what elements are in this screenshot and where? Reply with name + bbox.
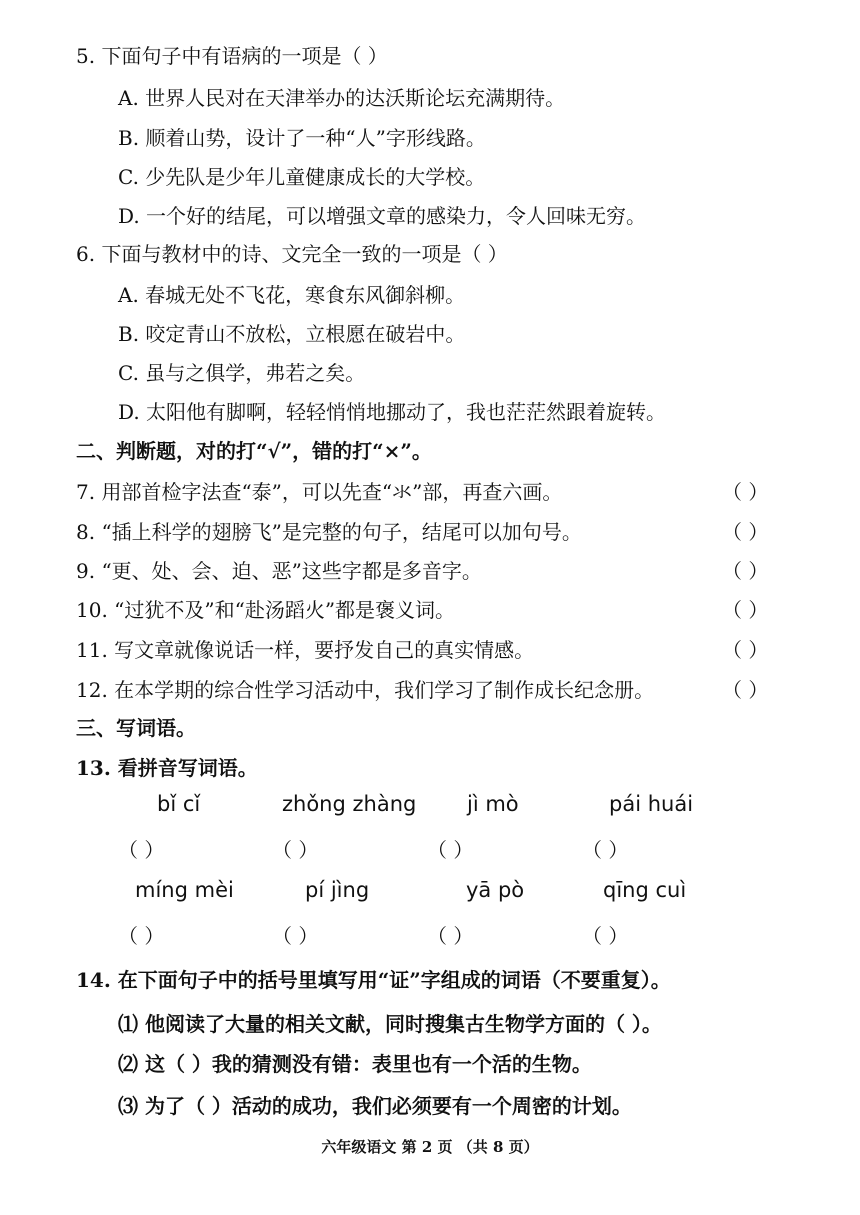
pinyin-6: pí jìng bbox=[305, 878, 370, 902]
pinyin-5: míng mèi bbox=[135, 878, 234, 902]
question-5-option-d: D. 一个好的结尾，可以增强文章的感染力，令人回味无穷。 bbox=[118, 204, 647, 228]
pinyin-1: bǐ cǐ bbox=[157, 792, 201, 816]
pinyin-2: zhǒng zhàng bbox=[282, 792, 417, 816]
question-13-stem: 13. 看拼音写词语。 bbox=[76, 756, 258, 780]
question-6-option-a: A. 春城无处不飞花，寒食东风御斜柳。 bbox=[118, 283, 466, 307]
judge-item-9: 9. “更、处、会、迫、恶”这些字都是多音字。 bbox=[76, 559, 482, 583]
question-14-stem: 14. 在下面句子中的括号里填写用“证”字组成的词语（不要重复）。 bbox=[76, 968, 671, 992]
question-5-stem: 5. 下面句子中有语病的一项是（ ） bbox=[76, 44, 388, 68]
pinyin-answer-blank-6[interactable]: （ ） bbox=[272, 924, 319, 948]
judge-blank-8[interactable]: （ ） bbox=[722, 520, 769, 544]
section-3-heading: 三、写词语。 bbox=[76, 716, 196, 740]
question-6-option-c: C. 虽与之俱学，弗若之矣。 bbox=[118, 361, 366, 385]
pinyin-answer-blank-8[interactable]: （ ） bbox=[582, 924, 629, 948]
pinyin-7: yā pò bbox=[466, 878, 525, 902]
question-5-option-c: C. 少先队是少年儿童健康成长的大学校。 bbox=[118, 165, 486, 189]
judge-blank-11[interactable]: （ ） bbox=[722, 638, 769, 662]
judge-blank-10[interactable]: （ ） bbox=[722, 598, 769, 622]
question-6-stem: 6. 下面与教材中的诗、文完全一致的一项是（ ） bbox=[76, 242, 508, 266]
question-14-item-2: ⑵ 这（ ）我的猜测没有错：表里也有一个活的生物。 bbox=[118, 1052, 592, 1076]
question-5-option-b: B. 顺着山势，设计了一种“人”字形线路。 bbox=[118, 126, 486, 150]
question-14-item-1: ⑴ 他阅读了大量的相关文献，同时搜集古生物学方面的（ ）。 bbox=[118, 1012, 662, 1036]
judge-item-8: 8. “插上科学的翅膀飞”是完整的句子，结尾可以加句号。 bbox=[76, 520, 582, 544]
pinyin-answer-blank-7[interactable]: （ ） bbox=[427, 924, 474, 948]
judge-blank-12[interactable]: （ ） bbox=[722, 678, 769, 702]
judge-item-7: 7. 用部首检字法查“泰”，可以先查“氺”部，再查六画。 bbox=[76, 480, 563, 504]
question-5-option-a: A. 世界人民对在天津举办的达沃斯论坛充满期待。 bbox=[118, 86, 566, 110]
judge-item-12: 12. 在本学期的综合性学习活动中，我们学习了制作成长纪念册。 bbox=[76, 678, 655, 702]
section-2-heading: 二、判断题，对的打“√”，错的打“×”。 bbox=[76, 439, 432, 463]
page-footer: 六年级语文 第 2 页 （共 8 页） bbox=[321, 1138, 539, 1156]
judge-item-11: 11. 写文章就像说话一样，要抒发自己的真实情感。 bbox=[76, 638, 535, 662]
pinyin-answer-blank-1[interactable]: （ ） bbox=[118, 838, 165, 862]
pinyin-answer-blank-4[interactable]: （ ） bbox=[582, 838, 629, 862]
judge-blank-9[interactable]: （ ） bbox=[722, 559, 769, 583]
question-14-item-3: ⑶ 为了（ ）活动的成功，我们必须要有一个周密的计划。 bbox=[118, 1094, 632, 1118]
pinyin-8: qīng cuì bbox=[603, 878, 687, 902]
pinyin-answer-blank-2[interactable]: （ ） bbox=[272, 838, 319, 862]
judge-blank-7[interactable]: （ ） bbox=[722, 480, 769, 504]
pinyin-answer-blank-3[interactable]: （ ） bbox=[427, 838, 474, 862]
question-6-option-b: B. 咬定青山不放松，立根愿在破岩中。 bbox=[118, 322, 466, 346]
pinyin-3: jì mò bbox=[467, 792, 519, 816]
question-6-option-d: D. 太阳他有脚啊，轻轻悄悄地挪动了，我也茫茫然跟着旋转。 bbox=[118, 400, 667, 424]
pinyin-4: pái huái bbox=[609, 792, 694, 816]
pinyin-answer-blank-5[interactable]: （ ） bbox=[118, 924, 165, 948]
judge-item-10: 10. “过犹不及”和“赴汤蹈火”都是褒义词。 bbox=[76, 598, 456, 622]
